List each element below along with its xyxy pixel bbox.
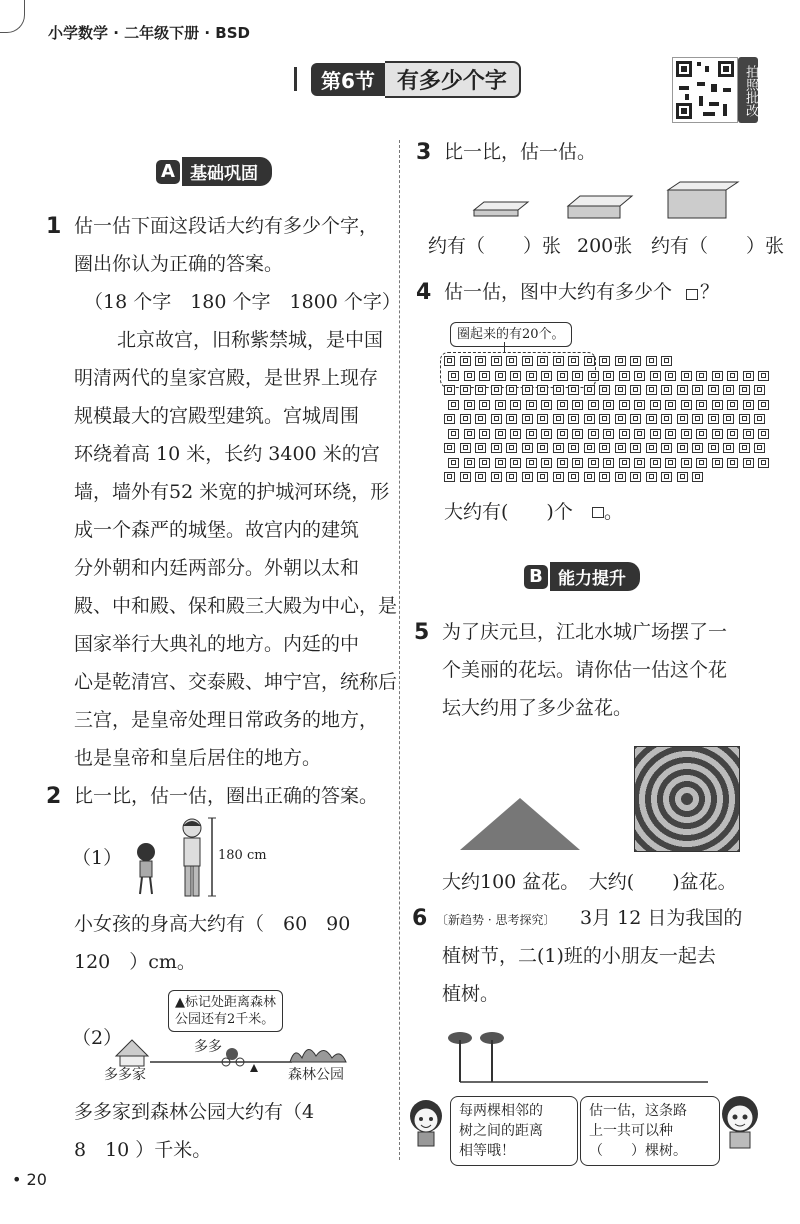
cube — [537, 443, 548, 453]
cube — [661, 443, 672, 453]
part-a-title: 基础巩固 — [182, 157, 272, 186]
cube — [677, 443, 688, 453]
q3-mid: 200张 — [577, 235, 633, 257]
cube — [541, 429, 552, 439]
cube — [677, 385, 688, 395]
cube — [522, 385, 533, 395]
speech-bubble-right — [580, 1096, 720, 1166]
cube — [506, 356, 517, 366]
cube — [661, 414, 672, 424]
cube — [448, 400, 459, 410]
bubble-right-line: 上一共可以种 — [589, 1123, 673, 1139]
cube — [692, 385, 703, 395]
cube — [599, 472, 610, 482]
cube — [475, 385, 486, 395]
cube — [739, 414, 750, 424]
cube — [464, 371, 475, 381]
cube — [743, 400, 754, 410]
cube — [553, 356, 564, 366]
q1-passage-line: 国家举行大典礼的地方。内廷的中 — [74, 633, 360, 655]
cube — [584, 472, 595, 482]
q1-line1: 估一估下面这段话大约有多少个字， — [74, 215, 379, 237]
cube — [460, 356, 471, 366]
cube — [526, 458, 537, 468]
cube — [758, 371, 769, 381]
q1-options: （18 个字 180 个字 1800 个字） — [84, 291, 401, 313]
cube — [553, 472, 564, 482]
cube — [444, 472, 455, 482]
cube — [646, 385, 657, 395]
cube — [754, 443, 765, 453]
q1-passage-line: 也是皇帝和皇后居住的地方。 — [74, 747, 322, 769]
cube — [712, 371, 723, 381]
cube — [619, 400, 630, 410]
cube — [479, 371, 490, 381]
q2-text: 比一比，估一估，圈出正确的答案。 — [74, 785, 379, 807]
cube — [572, 458, 583, 468]
cube — [464, 400, 475, 410]
cube — [475, 356, 486, 366]
cube — [537, 356, 548, 366]
cube — [584, 443, 595, 453]
cube — [661, 472, 672, 482]
q1-passage-line: 规模最大的宫殿型建筑。宫城周围 — [74, 405, 360, 427]
cube — [541, 371, 552, 381]
q1-line2: 圈出你认为正确的答案。 — [74, 253, 284, 275]
q5-line2: 个美丽的花坛。请你估一估这个花 — [442, 659, 728, 681]
cube — [634, 400, 645, 410]
cube — [557, 371, 568, 381]
cube — [510, 429, 521, 439]
q2-part1-line2: 120 ）cm。 — [74, 951, 196, 973]
cube — [650, 400, 661, 410]
section-name: 有多少个字 — [385, 61, 521, 98]
cube — [650, 371, 661, 381]
bubble-right-line: （ ）棵树。 — [589, 1143, 687, 1159]
cube — [723, 414, 734, 424]
cube — [506, 472, 517, 482]
cube — [448, 458, 459, 468]
q2-part2-line2: 8 10 ）千米。 — [74, 1139, 212, 1161]
cube — [723, 385, 734, 395]
cube — [553, 385, 564, 395]
cube — [758, 458, 769, 468]
cube — [603, 400, 614, 410]
q3-text: 比一比，估一估。 — [444, 141, 597, 163]
section-number: 第6节 — [311, 63, 385, 96]
q1-number: 1 — [46, 214, 62, 239]
cube — [650, 458, 661, 468]
cube — [506, 414, 517, 424]
cube — [491, 472, 502, 482]
q2-number: 2 — [46, 784, 62, 809]
cube — [665, 429, 676, 439]
cube — [739, 385, 750, 395]
height-label: 180 cm — [218, 848, 267, 863]
cube — [665, 400, 676, 410]
cube — [572, 429, 583, 439]
distance-callout — [168, 990, 283, 1032]
bubble-left-line: 树之间的距离 — [459, 1123, 543, 1139]
cube — [661, 356, 672, 366]
q1-passage-line: 成一个森严的城堡。故宫内的建筑 — [74, 519, 360, 541]
cube — [526, 400, 537, 410]
cube — [619, 458, 630, 468]
cube — [708, 443, 719, 453]
cube — [588, 400, 599, 410]
cube — [758, 400, 769, 410]
cube — [727, 429, 738, 439]
page-number: • 20 — [12, 1170, 47, 1189]
cube — [646, 443, 657, 453]
cube — [495, 458, 506, 468]
cube — [510, 458, 521, 468]
cube — [630, 443, 641, 453]
cube — [646, 356, 657, 366]
cube — [568, 356, 579, 366]
q4-answer: 大约有( )个 — [444, 501, 573, 523]
cube — [522, 356, 533, 366]
cube — [599, 443, 610, 453]
cube — [615, 414, 626, 424]
q4-question-mark: ？ — [700, 281, 720, 303]
cube — [541, 458, 552, 468]
cube — [696, 400, 707, 410]
title-bracket — [294, 67, 307, 91]
cube — [479, 429, 490, 439]
speech-bubble-left — [450, 1096, 578, 1166]
cube — [572, 400, 583, 410]
cube — [615, 443, 626, 453]
cube — [646, 472, 657, 482]
cube — [630, 356, 641, 366]
cube — [506, 443, 517, 453]
cube — [712, 458, 723, 468]
cube — [743, 371, 754, 381]
cube — [708, 414, 719, 424]
cube — [696, 429, 707, 439]
q5-line3: 坛大约用了多少盆花。 — [442, 697, 633, 719]
cube — [526, 429, 537, 439]
q3-number: 3 — [416, 140, 432, 165]
q1-passage-line: 环绕着高 10 米，长约 3400 米的宫 — [74, 443, 380, 465]
q2-part2-line1: 多多家到森林公园大约有（4 — [74, 1101, 315, 1123]
cube — [646, 414, 657, 424]
q6-tag: 〔新趋势 · 思考探究〕 — [436, 913, 556, 927]
cube — [743, 429, 754, 439]
cube — [460, 385, 471, 395]
qr-code[interactable] — [672, 57, 738, 123]
cube — [584, 385, 595, 395]
cube — [727, 458, 738, 468]
cube — [758, 429, 769, 439]
cube — [650, 429, 661, 439]
callout-line2: 公园还有2千米。 — [175, 1012, 275, 1027]
cube — [584, 414, 595, 424]
cube — [599, 385, 610, 395]
road-with-trees — [440, 1026, 710, 1086]
cube — [568, 472, 579, 482]
cube — [677, 414, 688, 424]
part-b-badge — [524, 562, 640, 591]
cube — [568, 443, 579, 453]
cube — [537, 472, 548, 482]
cube — [479, 400, 490, 410]
cube — [692, 414, 703, 424]
section-title — [294, 62, 521, 96]
q6-tag-text: 新趋势 · 思考探究 — [448, 913, 544, 927]
cube — [599, 414, 610, 424]
q1-passage-line: 墙，墙外有52 米宽的护城河环绕，形 — [74, 481, 390, 503]
cube — [588, 429, 599, 439]
cube — [444, 385, 455, 395]
cube — [553, 414, 564, 424]
cube — [681, 400, 692, 410]
square-flowerbed — [634, 746, 740, 852]
cube — [479, 458, 490, 468]
cube — [522, 443, 533, 453]
q1-passage-line: 心是乾清宫、交泰殿、坤宁宫，统称后 — [74, 671, 398, 693]
cube — [491, 356, 502, 366]
cube — [464, 429, 475, 439]
cube — [754, 385, 765, 395]
cube — [588, 458, 599, 468]
q5-answer: 大约100 盆花。 大约( )盆花。 — [442, 871, 737, 893]
cube — [510, 371, 521, 381]
cube — [603, 458, 614, 468]
q5-line1: 为了庆元旦，江北水城广场摆了一 — [442, 621, 728, 643]
part-b-title: 能力提升 — [550, 562, 640, 591]
cube — [619, 371, 630, 381]
cube — [510, 400, 521, 410]
q1-passage-line: 北京故宫，旧称紫禁城，是中国 — [117, 329, 384, 351]
cube — [634, 458, 645, 468]
q2-part1-label: （1） — [72, 847, 123, 869]
cube — [727, 400, 738, 410]
cube — [522, 472, 533, 482]
cube — [712, 400, 723, 410]
cube — [553, 443, 564, 453]
cube-icon — [686, 289, 698, 300]
cube — [739, 443, 750, 453]
cube — [634, 371, 645, 381]
cube — [754, 414, 765, 424]
part-a-letter: A — [156, 160, 180, 184]
cube — [723, 443, 734, 453]
cube — [448, 371, 459, 381]
cube — [491, 385, 502, 395]
cube-icon — [592, 507, 604, 518]
cube — [619, 429, 630, 439]
cube-grid — [444, 350, 774, 486]
cube — [615, 472, 626, 482]
qr-label: 拍照批改 — [738, 57, 758, 123]
cube — [692, 443, 703, 453]
cube — [464, 458, 475, 468]
q3-blank1: 约有（ ）张 — [428, 235, 562, 257]
cube — [681, 371, 692, 381]
cube — [526, 371, 537, 381]
cube — [665, 458, 676, 468]
cube — [661, 385, 672, 395]
cube — [712, 429, 723, 439]
cube — [522, 414, 533, 424]
cube — [506, 385, 517, 395]
q1-passage-line: 分外朝和内廷两部分。外朝以太和 — [74, 557, 360, 579]
cube — [557, 458, 568, 468]
book-header: 小学数学 · 二年级下册 · BSD — [48, 24, 250, 42]
cube — [491, 443, 502, 453]
cube — [743, 458, 754, 468]
triangle-flowerbed — [460, 798, 580, 850]
cube — [537, 414, 548, 424]
cube — [708, 385, 719, 395]
cube — [537, 385, 548, 395]
cube — [603, 429, 614, 439]
cube — [495, 371, 506, 381]
q5-number: 5 — [414, 620, 430, 645]
park-label: 森林公园 — [288, 1067, 344, 1083]
girl-and-man-illustration — [124, 814, 224, 898]
girl-character — [716, 1090, 764, 1150]
cube — [568, 385, 579, 395]
cube — [475, 443, 486, 453]
cube — [495, 429, 506, 439]
boy-character — [406, 1092, 446, 1148]
cube — [584, 356, 595, 366]
callout-line1: ▲标记处距离森林 — [175, 995, 276, 1010]
home-label: 多多家 — [104, 1067, 146, 1083]
cube — [692, 472, 703, 482]
q6-line3: 植树。 — [442, 983, 500, 1005]
q6-line1: 3月 12 日为我国的 — [580, 907, 743, 929]
cube — [460, 414, 471, 424]
bubble-right-line: 估一估，这条路 — [589, 1103, 687, 1119]
cube — [541, 400, 552, 410]
cube — [460, 443, 471, 453]
cube — [491, 414, 502, 424]
cube — [495, 400, 506, 410]
part-b-letter: B — [524, 565, 548, 589]
q2-part2-label: （2） — [72, 1027, 123, 1049]
q3-blank2: 约有（ ）张 — [651, 235, 785, 257]
q4-text: 估一估，图中大约有多少个 — [444, 281, 673, 303]
q4-number: 4 — [416, 280, 432, 305]
bubble-left-line: 相等哦！ — [459, 1143, 515, 1159]
cube — [665, 371, 676, 381]
q4-answer-period: 。 — [604, 501, 624, 523]
cube — [615, 356, 626, 366]
cube — [444, 356, 455, 366]
cube — [444, 443, 455, 453]
cube — [630, 472, 641, 482]
cube — [475, 414, 486, 424]
paper-stacks-illustration — [470, 180, 750, 220]
cube — [588, 371, 599, 381]
cube — [696, 371, 707, 381]
cube — [568, 414, 579, 424]
q1-passage-line: 明清两代的皇家宫殿，是世界上现存 — [74, 367, 379, 389]
cube — [696, 458, 707, 468]
cube — [448, 429, 459, 439]
q2-part1-line1: 小女孩的身高大约有（ 60 90 — [74, 913, 351, 935]
duoduo-label: 多多 — [194, 1039, 222, 1055]
cube — [572, 371, 583, 381]
cube — [599, 356, 610, 366]
cube — [681, 429, 692, 439]
part-a-badge — [156, 157, 272, 186]
cube — [603, 371, 614, 381]
cube — [475, 472, 486, 482]
q1-passage-line: 殿、中和殿、保和殿三大殿为中心，是 — [74, 595, 398, 617]
cube — [681, 458, 692, 468]
q6-line2: 植树节，二(1)班的小朋友一起去 — [442, 945, 716, 967]
cube — [727, 371, 738, 381]
cube — [634, 429, 645, 439]
cube — [615, 385, 626, 395]
q6-number: 6 — [412, 906, 428, 931]
cube — [630, 385, 641, 395]
q1-passage-line: 三宫，是皇帝处理日常政务的地方， — [74, 709, 379, 731]
cube — [460, 472, 471, 482]
cube — [557, 429, 568, 439]
page-corner-mark — [0, 0, 25, 33]
q4-note: 圈起来的有20个。 — [450, 322, 572, 347]
cube — [677, 472, 688, 482]
cube — [557, 400, 568, 410]
cube — [444, 414, 455, 424]
cube — [630, 414, 641, 424]
bubble-left-line: 每两棵相邻的 — [459, 1103, 543, 1119]
